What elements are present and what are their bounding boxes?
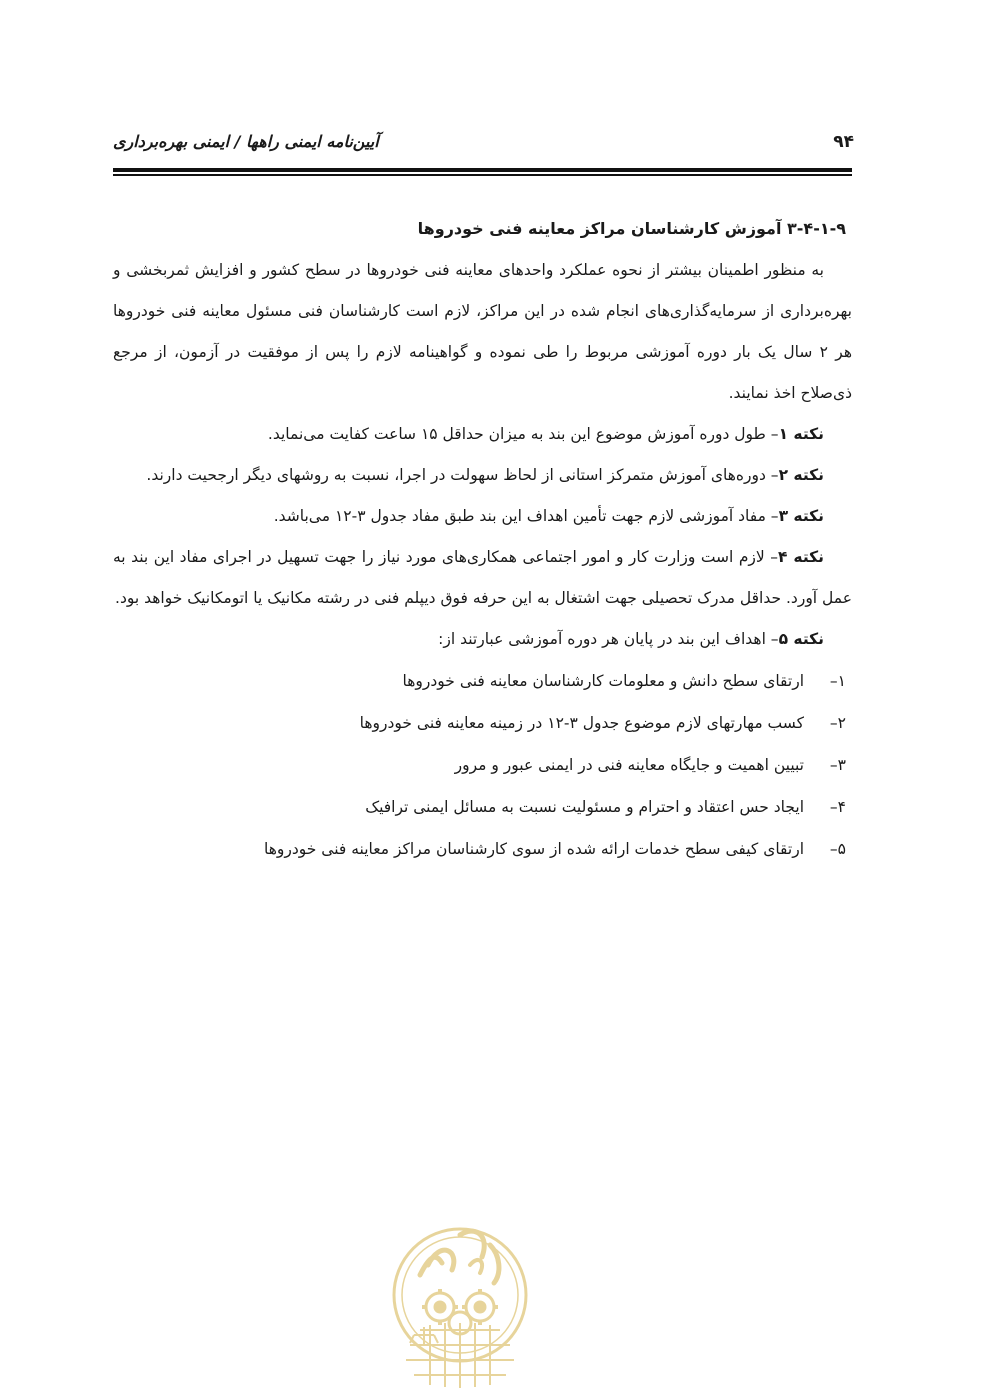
list-item [113,660,846,702]
list-number: ۵– [829,840,846,858]
note-text: – طول دوره آموزش موضوع این بند به میزان حداقل ۱۵ ساعت کفایت می‌نماید. [267,425,779,443]
page-number: ۹۴ [833,132,854,152]
note-label: نکته ۵ [778,630,824,648]
note-text: – لازم است وزارت کار و امور اجتماعی همکاری‌های مورد نیاز را جهت تسهیل در اجرای مفاد این بند به عمل آورد. حداقل مدرک تحصیلی جهت اشتغال به این حرفه فوق دیپلم فنی در رشته مکانیک یا اتومکانیک خواهد بود. [113,548,852,607]
section-heading: ۳-۴-۱-۹ آموزش کارشناسان مراکز معاینه فنی خودروها [417,219,846,238]
list-item [113,786,846,828]
list-item [113,828,846,870]
list-text: ارتقای سطح دانش و معلومات کارشناسان معاینه فنی خودروها [402,672,804,690]
goals-list [113,660,852,870]
intro-paragraph: به منظور اطمینان بیشتر از نحوه عملکرد واحدهای معاینه فنی خودروها در سطح کشور و افزایش ثمربخشی و بهره‌برداری از سرمایه‌گذاری‌های انجام شده در این مراکز، لازم است کارشناسان فنی مسئول معاینه فنی خودروها هر ۲ سال یک بار دوره آموزشی مربوط را طی نموده و گواهینامه لازم را پس از موفقیت در آزمون، از مرجع ذی‌صلاح اخذ نمایند. [113,261,853,402]
note-3 [113,496,852,537]
list-text: کسب مهارتهای لازم موضوع جدول ۳-۱۲ در زمینه معاینه فنی خودروها [359,714,804,732]
publisher-seal-icon [390,1195,530,1388]
list-item [113,744,846,786]
list-text: ارتقای کیفی سطح خدمات ارائه شده از سوی کارشناسان مراکز معاینه فنی خودروها [264,840,804,858]
list-number: ۴– [829,798,846,816]
header-rule [113,168,852,172]
note-label: نکته ۳ [778,507,824,525]
note-4 [113,537,852,619]
note-5 [113,619,852,660]
list-number: ۱– [829,672,846,690]
list-item [113,702,846,744]
note-label: نکته ۲ [778,466,824,484]
note-label: نکته ۴ [778,548,824,566]
note-2 [113,455,852,496]
note-text: – اهداف این بند در پایان هر دوره آموزشی عبارتند از: [438,630,779,648]
note-text: – مفاد آموزشی لازم جهت تأمین اهداف این بند طبق مفاد جدول ۳-۱۲ می‌باشد. [273,507,779,525]
list-number: ۲– [829,714,846,732]
note-1 [113,414,852,455]
note-label: نکته ۱ [778,425,824,443]
list-number: ۳– [829,756,846,774]
running-title: آیین‌نامه ایمنی راهها / ایمنی بهره‌برداری [113,132,379,151]
list-text: تبیین اهمیت و جایگاه معاینه فنی در ایمنی عبور و مرور [454,756,804,774]
header-rule-thin [113,174,852,176]
list-text: ایجاد حس اعتقاد و احترام و مسئولیت نسبت به مسائل ایمنی ترافیک [365,798,804,816]
note-text: – دوره‌های آموزش متمرکز استانی از لحاظ سهولت در اجرا، نسبت به روشهای دیگر ارجحیت دارند. [146,466,779,484]
page-body [113,208,852,870]
